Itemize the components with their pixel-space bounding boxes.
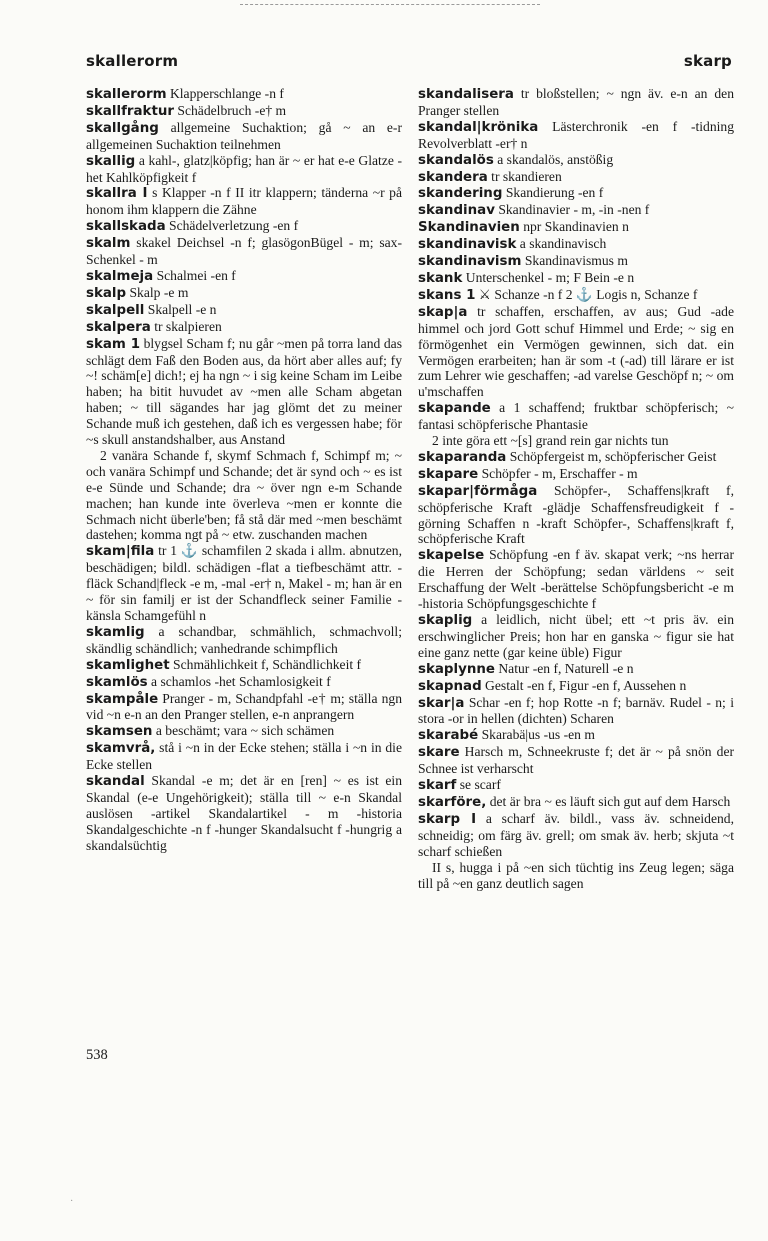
entry-headword: skallig: [86, 153, 136, 169]
entry-headword: skandinavism: [418, 254, 522, 270]
top-scan-rule: [240, 4, 540, 5]
entry-definition: a leidlich, nicht übel; ett ~t pris äv. ein erschwinglicher Preis; hon har en ganska ~ figur sie hat eine ganz nette (gar keine üble) Figur: [418, 612, 734, 660]
entry-definition: stå i ~n in der Ecke stehen; ställa i ~n in die Ecke stellen: [86, 740, 402, 773]
entry-definition: a beschämt; vara ~ sich schämen: [152, 723, 335, 739]
dictionary-entry: [418, 219, 734, 236]
entry-definition: a 1 schaffend; fruktbar schöpferisch; ~ fantasi schöpferische Phantasie: [418, 400, 734, 433]
dictionary-entry: [418, 678, 734, 695]
entry-definition: Skarabä|us -us -en m: [478, 727, 595, 743]
entry-definition: tr schaffen, erschaffen, av aus; Gud -ade himmel och jord Gott schuf Himmel und Erde; ~ sig en förmögenhet ein Vermögen gewinnen, sich dat. ein Vermögen erarbeiten; han är som -t (-ad) till lärare er ist zum Lehrer wie geschaffen; -ad varelse Geschöpf n; ~ om u'mschaffen: [418, 303, 734, 400]
entry-headword: skam|fila: [86, 544, 155, 560]
entry-headword: skarp I: [418, 811, 477, 827]
entry-headword: skandinav: [418, 203, 495, 219]
dictionary-entry: [418, 695, 734, 728]
dictionary-entry: [86, 103, 402, 120]
dictionary-entry: [86, 691, 402, 724]
dictionary-entry: [418, 304, 734, 400]
entry-headword: skarföre,: [418, 794, 487, 810]
entry-headword: skare: [418, 745, 460, 761]
dictionary-entry: [418, 811, 734, 860]
dictionary-entry: [418, 860, 734, 892]
entry-definition: II s, hugga i på ~en sich tüchtig ins Zeug legen; säga till på ~en ganz deutlich sagen: [418, 859, 734, 891]
entry-headword: skapelse: [418, 548, 485, 564]
entry-definition: Schalmei -en f: [153, 267, 236, 283]
dictionary-entry: [418, 727, 734, 744]
entry-headword: skandalös: [418, 152, 494, 168]
entry-headword: skandal: [86, 774, 145, 790]
entry-headword: skallra I: [86, 186, 148, 202]
dictionary-entry: [86, 285, 402, 302]
dictionary-entry: [86, 674, 402, 691]
dictionary-entry: [418, 794, 734, 811]
entry-definition: npr Skandinavien n: [519, 219, 629, 235]
entry-headword: skallfraktur: [86, 103, 175, 119]
entry-definition: 2 vanära Schande f, skymf Schmach f, Schimpf m; ~ och vanära Schimpf und Schande; det är synd och ~ es ist e-e Sünde und Schande; dra ~ över ngn e-m Schande machen; han kunde inte överleva ~men er konnte die Schmach nicht überle'ben; få stå där med ~men beschämt dastehen; komma ngt på ~ etw. zuschanden machen: [86, 447, 402, 543]
dictionary-entry: [418, 744, 734, 777]
dictionary-entry: [86, 235, 402, 268]
entry-definition: a skandalös, anstößig: [493, 151, 614, 167]
entry-definition: Skandinavier - m, -in -nen f: [494, 202, 650, 218]
entry-definition: a schandbar, schmählich, schmachvoll; skändlig schändlich; vanhedrande schimpflich: [86, 623, 402, 656]
dictionary-entry: [86, 723, 402, 740]
entry-headword: skarabé: [418, 728, 479, 744]
entry-definition: Skandierung -en f: [502, 185, 604, 201]
dictionary-entry: [418, 86, 734, 119]
entry-headword: skandinavisk: [418, 237, 517, 253]
dictionary-entry: [418, 152, 734, 169]
dictionary-entry: [418, 270, 734, 287]
entry-definition: tr bloßstellen; ~ ngn äv. e-n an den Pranger stellen: [418, 86, 734, 118]
entry-definition: Schöpfer - m, Erschaffer - m: [478, 465, 638, 481]
dictionary-entry: [86, 657, 402, 674]
entry-definition: se scarf: [456, 777, 501, 793]
dictionary-entry: [86, 740, 402, 773]
entry-definition: Schar -en f; hop Rotte -n f; barnäv. Rudel - n; i stora -or in hellen (dichten) Scharen: [418, 694, 734, 727]
entry-headword: skallerorm: [86, 87, 167, 102]
entry-definition: Schöpfung -en f äv. skapat verk; ~ns herrar die Herren der Schöpfung; sedan världens ~ seit Erschaffung der Welt -berättelse Schöpfungsbericht -e m -historia Schöpfungsgeschichte f: [418, 547, 734, 612]
dictionary-entry: [418, 253, 734, 270]
entry-definition: a kahl-, glatz|köpfig; han är ~ er hat e-e Glatze -het Kahlköpfigkeit f: [86, 152, 402, 185]
dictionary-entry: [418, 449, 734, 466]
entry-headword: skallgång: [86, 120, 159, 136]
entry-definition: Schädelverletzung -en f: [165, 218, 299, 234]
dictionary-entry: [418, 236, 734, 253]
entry-definition: a skandinavisch: [516, 236, 607, 252]
entry-headword: skapande: [418, 401, 491, 417]
dictionary-entry: [418, 466, 734, 483]
dictionary-entry: [418, 777, 734, 794]
entry-headword: skandalisera: [418, 87, 514, 102]
entry-headword: skandal|krönika: [418, 119, 539, 135]
entry-definition: tr skalpieren: [150, 318, 222, 334]
entry-headword: skamsen: [86, 724, 153, 740]
dictionary-entry: [86, 153, 402, 186]
entry-definition: tr 1 ⚓ schamfilen 2 skada i allm. abnutzen, beschädigen; bildl. schädigen -flat a tiefbeschämt attr. -fläck Schand|fleck -e m, -mal -er† n, Makel - m; han är en ~ för sin familj er ist der Schandfleck seiner Familie -känsla Schamgefühl n: [86, 543, 403, 623]
dictionary-entry: [86, 336, 402, 448]
entry-definition: allgemeine Suchaktion; gå ~ an e-r allgemeinen Suchaktion teilnehmen: [86, 119, 402, 152]
entry-definition: Gestalt -en f, Figur -en f, Aussehen n: [481, 677, 687, 693]
entry-headword: skamlös: [86, 674, 148, 690]
entry-definition: blygsel Scham f; nu går ~men på torra land das schlägt dem Faß den Boden aus, da hört aber alles auf; fy ~! schäm[e] dich!; ej ha ngn ~ i sig keine Scham im Leibe haben; ha bitit huvudet av ~men alle Scham abgetan haben; ~ till sägandes har jag glömt det zu meiner Schande muß ich gestehen, daß ich es vergessen habe; för ~s skull anstandshalber, aus Anstand: [86, 335, 402, 448]
dictionary-entry: [418, 202, 734, 219]
entry-headword: skampåle: [86, 691, 159, 707]
entry-definition: a scharf äv. bildl., vass äv. schneidend, schneidig; om färg äv. grell; om smak äv. herb; skjuta ~t scharf schießen: [418, 810, 735, 859]
entry-definition: Lästerchronik -en f -tidning Revolverblatt -er† n: [418, 118, 734, 151]
entry-definition: Schöpfer-, Schaffens|kraft f, schöpferische Kraft -glädje Schaffensfreudigkeit f -görning Schaffen n -kraft Schöpfer-, Schaffens|kraft f, schöpferische Kraft: [418, 482, 734, 547]
dictionary-entry: [418, 119, 734, 152]
dictionary-entry: [418, 433, 734, 449]
entry-headword: skaplynne: [418, 661, 495, 677]
entry-headword: skandera: [418, 169, 488, 185]
page-number: 538: [86, 1047, 108, 1063]
entry-headword: skaplig: [418, 613, 473, 628]
entry-headword: skaparanda: [418, 449, 507, 465]
dictionary-entry: [86, 624, 402, 657]
entry-definition: Unterschenkel - m; F Bein -e n: [462, 269, 635, 285]
dictionary-entry: [86, 86, 402, 103]
entry-definition: Klapperschlange -n f: [166, 86, 284, 101]
dictionary-entry: [418, 169, 734, 186]
entry-definition: det är bra ~ es läuft sich gut auf dem Harsch: [486, 793, 731, 809]
dictionary-entry: [418, 661, 734, 678]
dictionary-entry: [418, 483, 734, 548]
entry-definition: Skandal -e m; det är en [ren] ~ es ist ein Skandal (e-e Ungehörigkeit); ställa till ~ e-n Skandal auslösen -artikel Skandalartikel - m -historia Skandalgeschichte -n f -hunger Skandalsucht f -hungrig a skandalsüchtig: [86, 773, 402, 853]
entry-headword: skank: [418, 270, 463, 286]
entry-headword: skamvrå,: [86, 741, 156, 757]
dictionary-entry: [86, 268, 402, 285]
dictionary-entry: [418, 547, 734, 612]
entry-headword: skalp: [86, 285, 127, 301]
right-column: [418, 86, 734, 891]
dictionary-entry: [418, 612, 734, 661]
entry-definition: a schamlos -het Schamlosigkeit f: [147, 673, 331, 689]
entry-headword: skarf: [418, 778, 457, 794]
dictionary-entry: [86, 319, 402, 336]
entry-definition: Skalpell -e n: [144, 301, 217, 317]
entry-headword: skalm: [86, 236, 131, 252]
entry-headword: Skandinavien: [418, 220, 520, 236]
entry-headword: skalpell: [86, 302, 145, 318]
entry-definition: Pranger - m, Schandpfahl -e† m; ställa ngn vid ~n e-n an den Pranger stellen, e-n anprangern: [86, 690, 402, 723]
entry-headword: skapnad: [418, 678, 482, 694]
entry-headword: skapare: [418, 466, 479, 482]
dictionary-entry: [86, 302, 402, 319]
entry-headword: skalpera: [86, 319, 151, 335]
dictionary-entry: [418, 400, 734, 433]
entry-definition: tr skandieren: [487, 168, 562, 184]
entry-headword: skapar|förmåga: [418, 483, 538, 499]
entry-headword: skallskada: [86, 219, 166, 235]
entry-headword: skar|a: [418, 695, 465, 711]
guide-word-right: skarp: [683, 52, 732, 70]
left-column: [86, 86, 402, 854]
dictionary-entry: [86, 185, 402, 218]
entry-headword: skap|a: [418, 304, 468, 320]
entry-definition: Schöpfergeist m, schöpferischer Geist: [506, 448, 717, 464]
entry-definition: ⚔ Schanze -n f 2 ⚓ Logis n, Schanze f: [475, 286, 698, 302]
entry-definition: Natur -en f, Naturell -e n: [494, 660, 634, 676]
entry-definition: Skandinavismus m: [521, 253, 628, 269]
guide-word-left: skallerorm: [86, 52, 179, 70]
entry-headword: skamlighet: [86, 657, 170, 673]
entry-definition: Schädelbruch -e† m: [174, 102, 287, 118]
dictionary-entry: [86, 218, 402, 235]
entry-definition: s Klapper -n f II itr klappern; tänderna ~r på honom ihm klappern die Zähne: [86, 185, 402, 218]
entry-headword: skalmeja: [86, 268, 154, 284]
dictionary-entry: [418, 185, 734, 202]
entry-definition: Schmählichkeit f, Schändlichkeit f: [169, 656, 362, 672]
entry-definition: 2 inte göra ett ~[s] grand rein gar nichts tun: [432, 433, 669, 449]
entry-definition: Skalp -e m: [126, 284, 189, 300]
dictionary-entry: [86, 543, 402, 624]
margin-mark: ·: [70, 1196, 74, 1207]
dictionary-entry: [86, 773, 402, 854]
entry-headword: skamlig: [86, 624, 145, 640]
entry-headword: skandering: [418, 186, 503, 202]
dictionary-entry: [86, 120, 402, 153]
dictionary-entry: [86, 448, 402, 543]
entry-definition: skakel Deichsel -n f; glasögonBügel - m; sax- Schenkel - m: [86, 235, 402, 268]
entry-headword: skam 1: [86, 336, 141, 352]
dictionary-entry: [418, 287, 734, 304]
entry-definition: Harsch m, Schneekruste f; det är ~ på snön der Schnee ist verharscht: [418, 744, 734, 777]
entry-headword: skans 1: [418, 287, 476, 303]
